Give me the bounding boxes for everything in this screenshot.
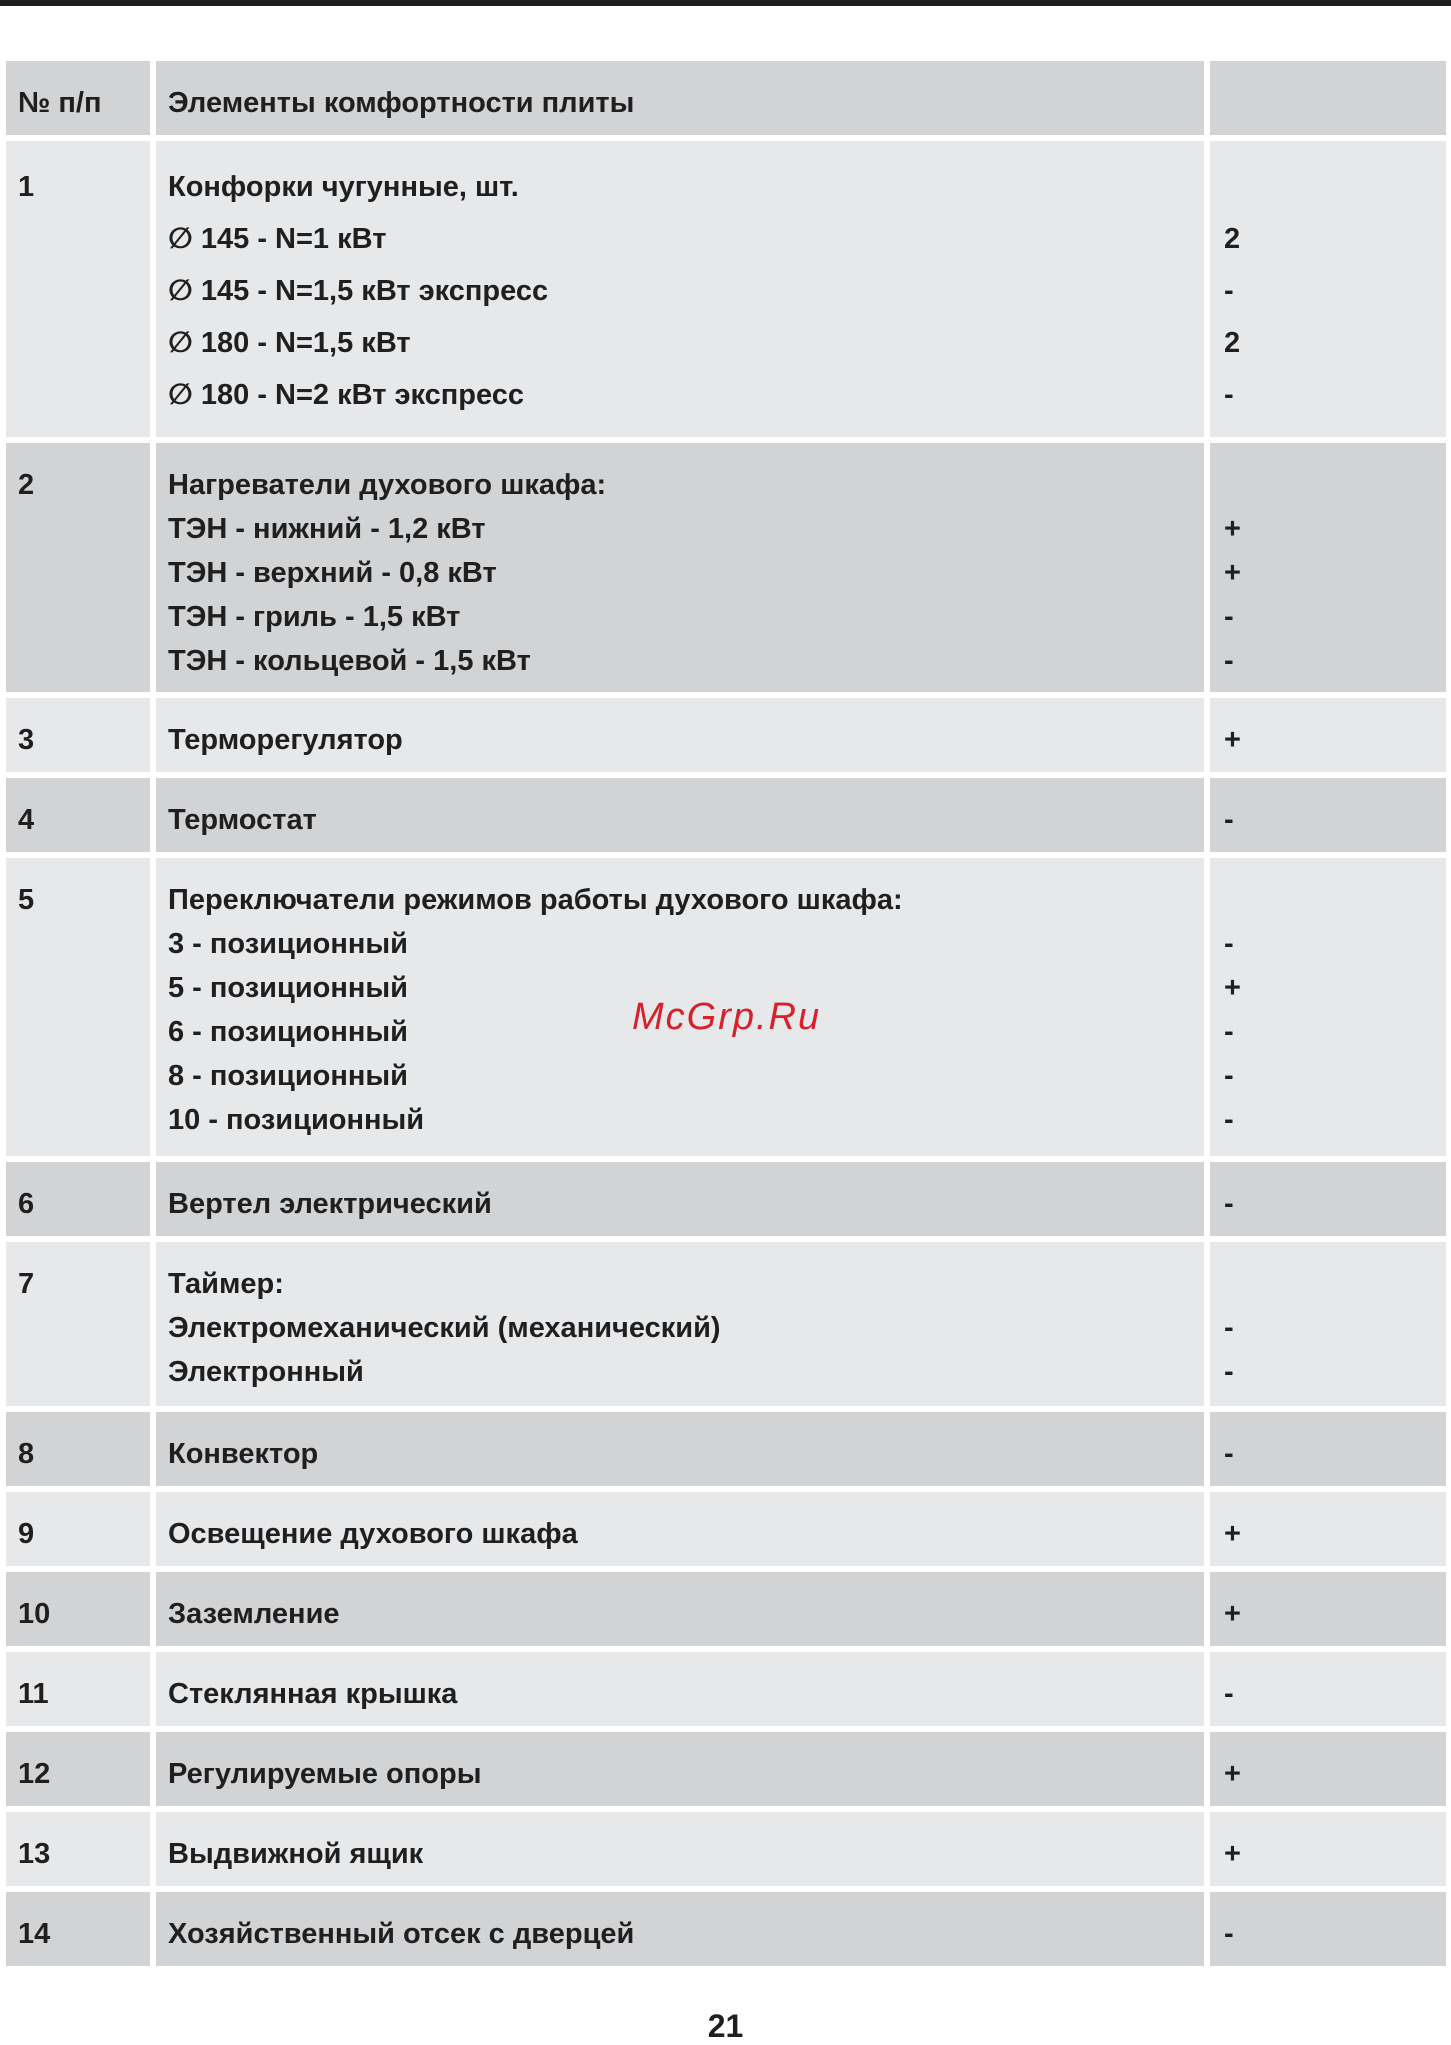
element-value: -: [1224, 1188, 1234, 1220]
element-value: +: [1224, 1838, 1241, 1870]
table-row: [6, 1732, 1446, 1806]
element-value: -: [1224, 1918, 1234, 1950]
row-number: 10: [6, 1572, 150, 1646]
element-label: Выдвижной ящик: [168, 1838, 424, 1870]
row-number: 2: [6, 443, 150, 692]
element-value: -: [1224, 601, 1234, 633]
row-elements: [156, 1412, 1204, 1486]
element-label: ∅ 145 - N=1,5 кВт экспресс: [168, 275, 549, 307]
table-row: [6, 1162, 1446, 1236]
element-value: [1224, 878, 1446, 922]
element-label: Таймер:: [168, 1268, 284, 1300]
element-label: 10 - позиционный: [168, 1104, 425, 1136]
element-label: Переключатели режимов работы духового шкафа:: [168, 884, 903, 916]
element-value: [1224, 463, 1446, 507]
element-value: -: [1224, 1312, 1234, 1344]
row-values: [1210, 1242, 1446, 1406]
row-number: 6: [6, 1162, 150, 1236]
table-row: [6, 698, 1446, 772]
element-label: Стеклянная крышка: [168, 1678, 458, 1710]
table-row: [6, 1492, 1446, 1566]
row-values: [1210, 1812, 1446, 1886]
row-values: [1210, 1892, 1446, 1966]
table-row: [6, 1892, 1446, 1966]
table-row: [6, 443, 1446, 692]
page-number: 21: [707, 2008, 744, 2044]
element-value: -: [1224, 379, 1234, 411]
element-value: -: [1224, 928, 1234, 960]
row-elements: [156, 141, 1204, 437]
element-value: -: [1224, 1060, 1234, 1092]
element-label: ∅ 145 - N=1 кВт: [168, 223, 387, 255]
element-label: Электронный: [168, 1356, 364, 1388]
element-label: 6 - позиционный: [168, 1016, 408, 1048]
row-elements: [156, 1572, 1204, 1646]
row-number: 13: [6, 1812, 150, 1886]
element-value: -: [1224, 1438, 1234, 1470]
element-value: [1224, 1262, 1446, 1306]
element-label: Регулируемые опоры: [168, 1758, 482, 1790]
element-label: ∅ 180 - N=1,5 кВт: [168, 327, 411, 359]
table-body: [6, 141, 1446, 1966]
element-value: +: [1224, 513, 1241, 545]
element-value: -: [1224, 645, 1234, 677]
element-label: ∅ 180 - N=2 кВт экспресс: [168, 379, 524, 411]
table-row: [6, 141, 1446, 437]
row-elements: [156, 1892, 1204, 1966]
row-number: 8: [6, 1412, 150, 1486]
element-value: -: [1224, 1016, 1234, 1048]
element-value: +: [1224, 557, 1241, 589]
row-elements: [156, 443, 1204, 692]
row-values: [1210, 698, 1446, 772]
element-value: -: [1224, 1104, 1234, 1136]
element-value: -: [1224, 275, 1234, 307]
element-label: Термостат: [168, 804, 317, 836]
element-value: -: [1224, 1356, 1234, 1388]
row-number: 3: [6, 698, 150, 772]
row-number: 5: [6, 858, 150, 1156]
element-label: ТЭН - кольцевой - 1,5 кВт: [168, 645, 531, 677]
element-label: 8 - позиционный: [168, 1060, 408, 1092]
element-label: Нагреватели духового шкафа:: [168, 469, 607, 501]
row-elements: [156, 1812, 1204, 1886]
element-value: +: [1224, 972, 1241, 1004]
element-value: [1224, 161, 1446, 213]
row-number: 4: [6, 778, 150, 852]
element-value: 2: [1224, 223, 1241, 255]
header-elements: Элементы комфортности плиты: [156, 61, 1204, 135]
table-row: [6, 1242, 1446, 1406]
element-label: Освещение духового шкафа: [168, 1518, 578, 1550]
element-label: ТЭН - верхний - 0,8 кВт: [168, 557, 497, 589]
table-row: [6, 778, 1446, 852]
header-num: № п/п: [6, 61, 150, 135]
element-label: Электромеханический (механический): [168, 1312, 721, 1344]
element-label: 3 - позиционный: [168, 928, 408, 960]
row-number: 12: [6, 1732, 150, 1806]
row-elements: [156, 698, 1204, 772]
element-label: ТЭН - гриль - 1,5 кВт: [168, 601, 461, 633]
row-elements: [156, 778, 1204, 852]
element-value: +: [1224, 1518, 1241, 1550]
row-elements: [156, 1242, 1204, 1406]
element-label: Конвектор: [168, 1438, 319, 1470]
row-values: [1210, 1492, 1446, 1566]
element-label: Терморегулятор: [168, 724, 403, 756]
row-values: [1210, 141, 1446, 437]
row-number: 1: [6, 141, 150, 437]
element-value: +: [1224, 724, 1241, 756]
element-label: ТЭН - нижний - 1,2 кВт: [168, 513, 486, 545]
row-values: [1210, 778, 1446, 852]
row-values: [1210, 443, 1446, 692]
table-row: [6, 1572, 1446, 1646]
row-number: 9: [6, 1492, 150, 1566]
row-values: [1210, 1572, 1446, 1646]
element-value: +: [1224, 1758, 1241, 1790]
element-label: Конфорки чугунные, шт.: [168, 171, 519, 203]
element-label: Хозяйственный отсек с дверцей: [168, 1918, 635, 1950]
element-value: -: [1224, 804, 1234, 836]
row-elements: [156, 1732, 1204, 1806]
row-values: [1210, 1412, 1446, 1486]
table-row: [6, 1652, 1446, 1726]
top-rule: [0, 0, 1451, 6]
row-values: [1210, 1162, 1446, 1236]
header-value: [1210, 61, 1446, 135]
row-number: 11: [6, 1652, 150, 1726]
element-label: 5 - позиционный: [168, 972, 408, 1004]
table-row: [6, 1812, 1446, 1886]
row-elements: [156, 1652, 1204, 1726]
header-row: [6, 61, 1446, 135]
row-elements: [156, 1492, 1204, 1566]
element-value: +: [1224, 1598, 1241, 1630]
row-elements: [156, 1162, 1204, 1236]
row-values: [1210, 858, 1446, 1156]
watermark: McGrp.Ru: [632, 996, 822, 1038]
row-values: [1210, 1652, 1446, 1726]
table-row: [6, 1412, 1446, 1486]
element-value: -: [1224, 1678, 1234, 1710]
element-label: Заземление: [168, 1598, 340, 1630]
row-number: 7: [6, 1242, 150, 1406]
row-values: [1210, 1732, 1446, 1806]
row-number: 14: [6, 1892, 150, 1966]
element-value: 2: [1224, 327, 1241, 359]
element-label: Вертел электрический: [168, 1188, 492, 1220]
